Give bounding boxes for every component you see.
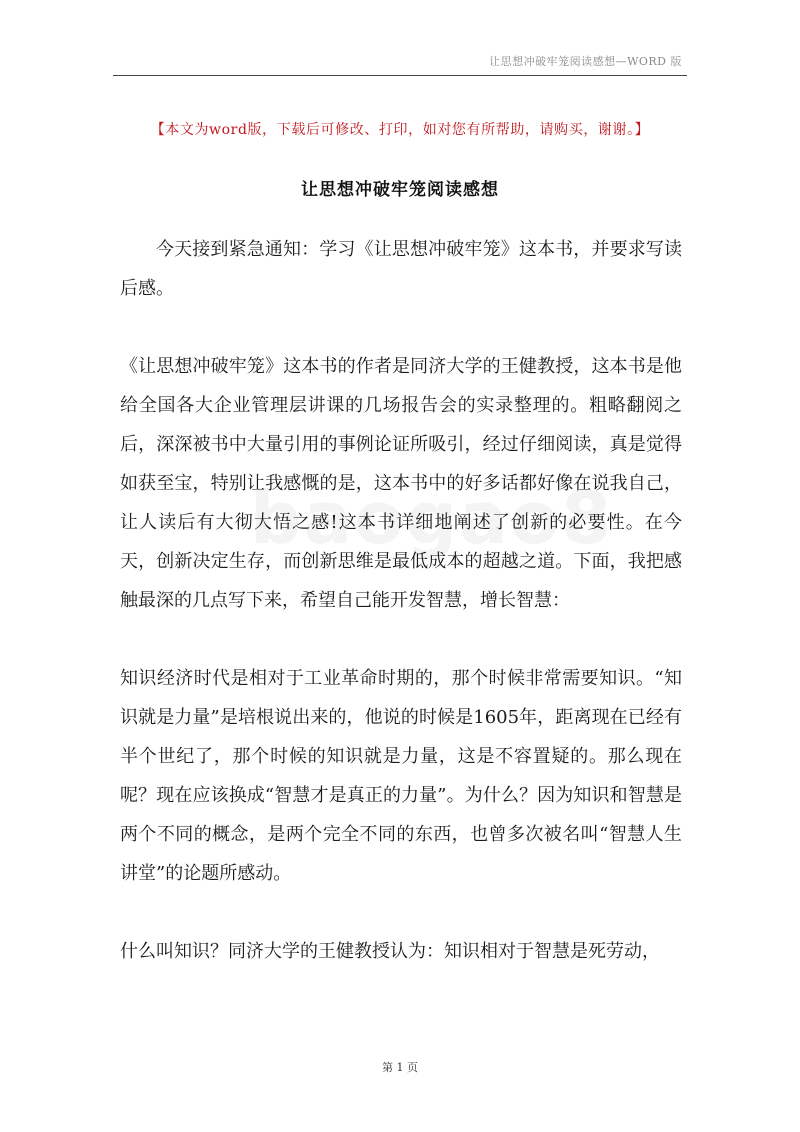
paragraph-spacer — [120, 308, 682, 347]
paragraph-spacer — [120, 620, 682, 659]
paragraph-knowledge-wisdom: 知识经济时代是相对于工业革命时期的，那个时候非常需要知识。“知识就是力量”是培根说出来的，他说的时候是1605年，距离现在已经有半个世纪了，那个时候的知识就是力量，这是不容置疑的。那么现在呢？现在应该换成“智慧才是真正的力量”。为什么？因为知识和智慧是两个不同的概念，是两个完全不同的东西，也曾多次被名叫“智慧人生讲堂”的论题所感动。 — [120, 668, 682, 884]
running-header: 让思想冲破牢笼阅读感想—WORD 版 — [489, 55, 682, 68]
document-body — [120, 230, 682, 971]
document-title: 让思想冲破牢笼阅读感想 — [301, 180, 499, 200]
paragraph-spacer — [120, 893, 682, 932]
paragraph-intro: 今天接到紧急通知：学习《让思想冲破牢笼》这本书，并要求写读后感。 — [120, 239, 682, 299]
purchase-notice: 【本文为word版，下载后可修改、打印，如对您有所帮助，请购买，谢谢。】 — [150, 122, 650, 138]
header-divider — [113, 75, 687, 76]
page-number: 第 1 页 — [382, 1061, 418, 1074]
paragraph-what-is-knowledge: 什么叫知识？同济大学的王健教授认为：知识相对于智慧是死劳动， — [120, 941, 660, 962]
paragraph-book-overview: 《让思想冲破牢笼》这本书的作者是同济大学的王健教授，这本书是他给全国各大企业管理层讲课的几场报告会的实录整理的。粗略翻阅之后，深深被书中大量引用的事例论证所吸引，经过仔细阅读，真是觉得如获至宝，特别让我感慨的是，这本书中的好多话都好像在说我自己，让人读后有大彻大悟之感!这本书详细地阐述了创新的必要性。在今天，创新决定生存，而创新思维是最低成本的超越之道。下面，我把感触最深的几点写下来，希望自己能开发智慧，增长智慧： — [120, 356, 682, 611]
